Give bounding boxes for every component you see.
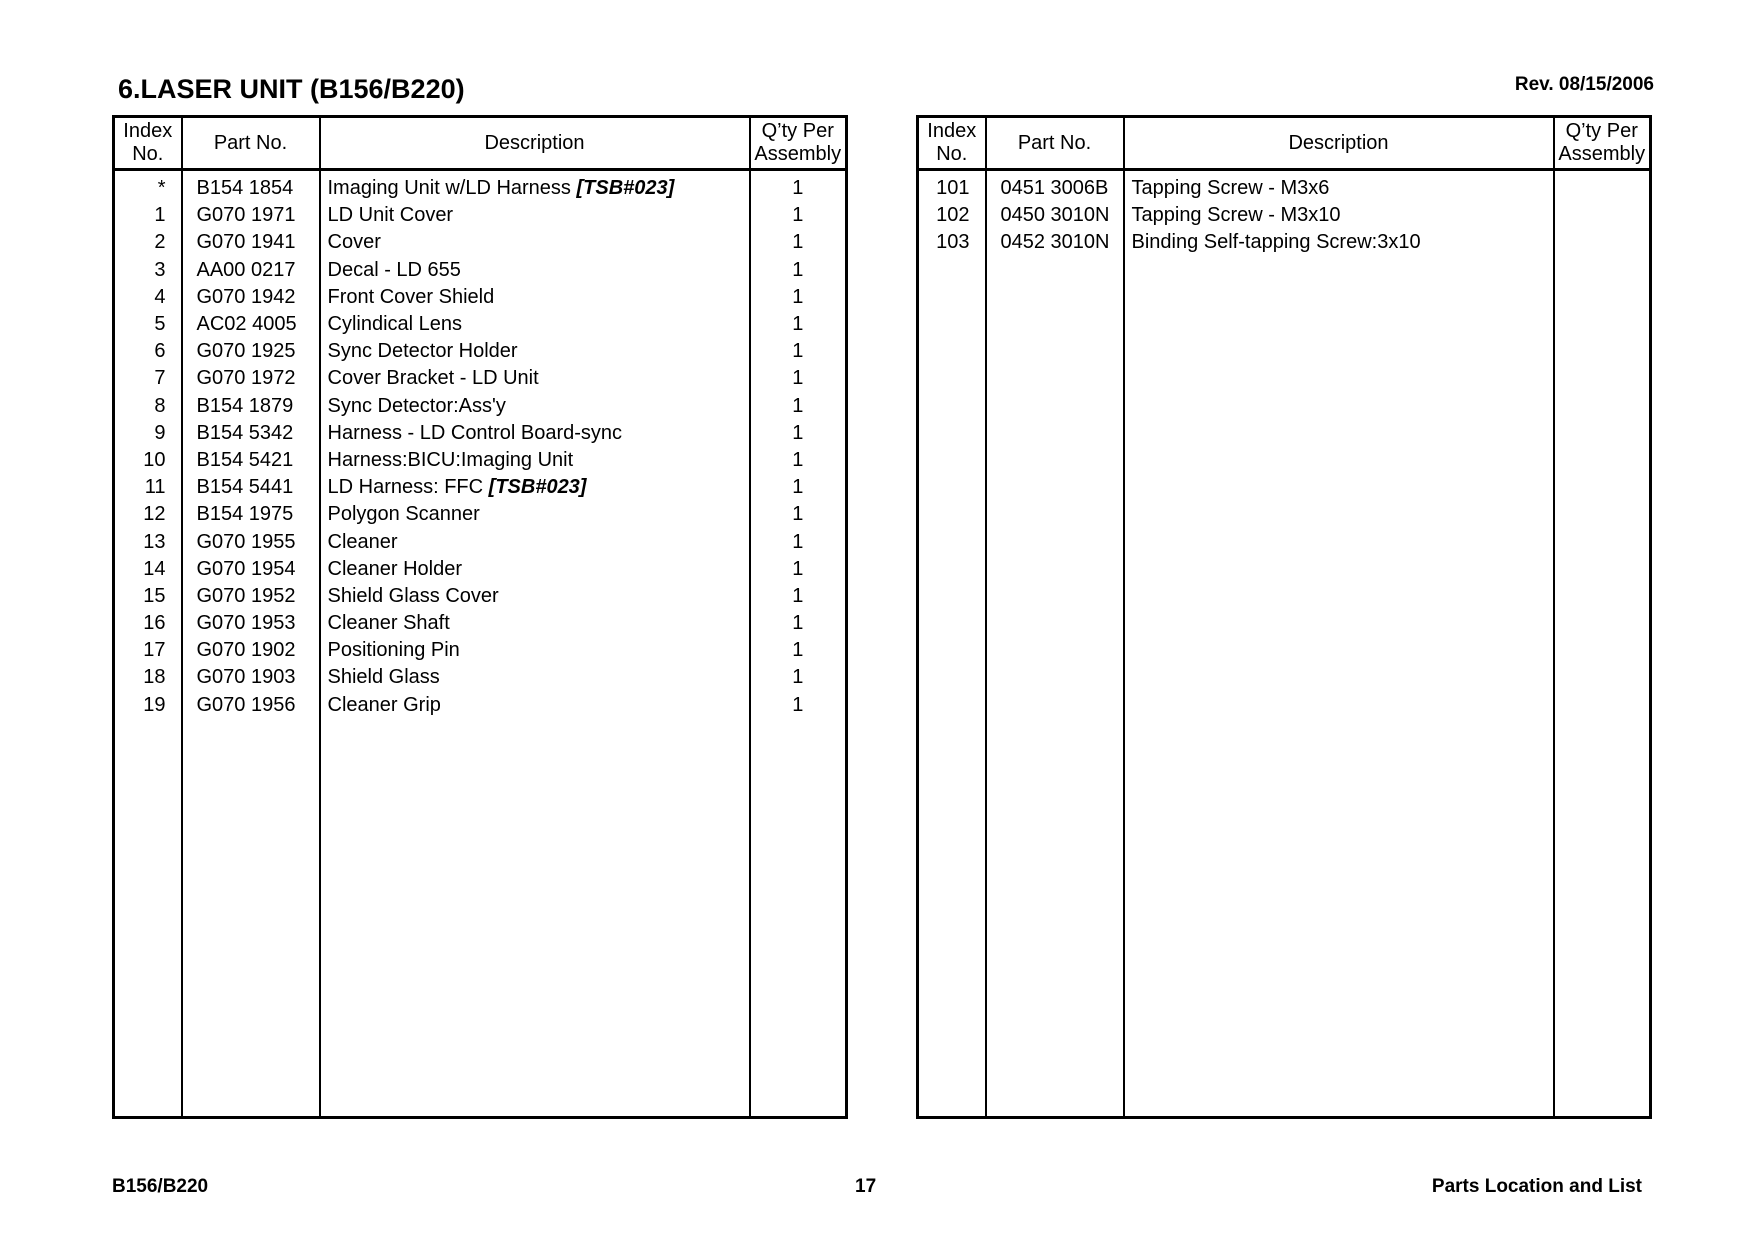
cell-index: 19 (114, 692, 182, 719)
cell-description: Tapping Screw - M3x6 (1124, 170, 1554, 203)
cell-index: * (114, 170, 182, 203)
cell-index: 8 (114, 393, 182, 420)
header-description: Description (320, 117, 750, 170)
cell-part-no: B154 5421 (182, 447, 320, 474)
cell-description: Cover (320, 229, 750, 256)
page-title: 6.LASER UNIT (B156/B220) (118, 74, 465, 104)
table-row (114, 556, 847, 583)
table-row (114, 692, 847, 719)
cell-description: Tapping Screw - M3x10 (1124, 202, 1554, 229)
cell-part-no: G070 1942 (182, 284, 320, 311)
cell-part-no: G070 1956 (182, 692, 320, 719)
header-qty: Q’ty Per Assembly (1554, 117, 1651, 170)
cell-qty: 1 (750, 583, 847, 610)
table-row (114, 610, 847, 637)
cell-description: Imaging Unit w/LD Harness [TSB#023] (320, 170, 750, 203)
cell-description: Cleaner (320, 528, 750, 555)
cell-qty: 1 (750, 284, 847, 311)
table-row (114, 501, 847, 528)
cell-description: Cleaner Holder (320, 556, 750, 583)
table-row (114, 528, 847, 555)
header-description: Description (1124, 117, 1554, 170)
table-filler (114, 719, 847, 1117)
table-row (114, 338, 847, 365)
cell-qty: 1 (750, 501, 847, 528)
tsb-note: [TSB#023] (488, 476, 587, 499)
cell-part-no: B154 1975 (182, 501, 320, 528)
cell-index: 16 (114, 610, 182, 637)
cell-index: 12 (114, 501, 182, 528)
table-row (114, 365, 847, 392)
cell-description: LD Unit Cover (320, 202, 750, 229)
cell-part-no: G070 1902 (182, 637, 320, 664)
tsb-note: [TSB#023] (576, 177, 675, 200)
table-row (114, 284, 847, 311)
cell-description: Decal - LD 655 (320, 257, 750, 284)
cell-part-no: G070 1941 (182, 229, 320, 256)
footer-model: B156/B220 (112, 1176, 209, 1197)
cell-part-no: G070 1903 (182, 664, 320, 691)
cell-qty: 1 (750, 420, 847, 447)
cell-part-no: AA00 0217 (182, 257, 320, 284)
cell-description: Harness:BICU:Imaging Unit (320, 447, 750, 474)
cell-qty: 1 (750, 311, 847, 338)
cell-qty: 1 (750, 202, 847, 229)
cell-qty: 1 (750, 664, 847, 691)
cell-qty: 1 (750, 229, 847, 256)
cell-description: LD Harness: FFC [TSB#023] (320, 474, 750, 501)
header-qty: Q’ty Per Assembly (750, 117, 847, 170)
table-row (114, 583, 847, 610)
cell-qty: 1 (750, 447, 847, 474)
cell-part-no: B154 5342 (182, 420, 320, 447)
table-filler (918, 257, 1651, 1117)
cell-description: Cover Bracket - LD Unit (320, 365, 750, 392)
cell-description: Positioning Pin (320, 637, 750, 664)
cell-part-no: B154 1879 (182, 393, 320, 420)
cell-description: Sync Detector:Ass'y (320, 393, 750, 420)
header-part-no: Part No. (986, 117, 1124, 170)
cell-index: 102 (918, 202, 986, 229)
cell-part-no: G070 1955 (182, 528, 320, 555)
cell-description: Harness - LD Control Board-sync (320, 420, 750, 447)
cell-description: Shield Glass Cover (320, 583, 750, 610)
cell-index: 15 (114, 583, 182, 610)
cell-description: Binding Self-tapping Screw:3x10 (1124, 229, 1554, 256)
cell-qty: 1 (750, 528, 847, 555)
footer-section: Parts Location and List (1431, 1176, 1642, 1197)
cell-part-no: AC02 4005 (182, 311, 320, 338)
table-row (114, 170, 847, 203)
table-row (114, 664, 847, 691)
cell-index: 9 (114, 420, 182, 447)
cell-part-no: G070 1952 (182, 583, 320, 610)
cell-index: 10 (114, 447, 182, 474)
cell-qty (1554, 170, 1651, 203)
cell-index: 14 (114, 556, 182, 583)
cell-part-no: B154 1854 (182, 170, 320, 203)
cell-qty: 1 (750, 257, 847, 284)
table-row (114, 202, 847, 229)
table-row (918, 202, 1651, 229)
cell-description: Shield Glass (320, 664, 750, 691)
cell-qty: 1 (750, 338, 847, 365)
table-row (114, 447, 847, 474)
header-part-no: Part No. (182, 117, 320, 170)
cell-part-no: B154 5441 (182, 474, 320, 501)
cell-index: 7 (114, 365, 182, 392)
cell-qty: 1 (750, 365, 847, 392)
cell-index: 3 (114, 257, 182, 284)
cell-index: 5 (114, 311, 182, 338)
cell-description: Cylindical Lens (320, 311, 750, 338)
cell-qty: 1 (750, 692, 847, 719)
cell-index: 11 (114, 474, 182, 501)
table-row (114, 229, 847, 256)
cell-description: Cleaner Shaft (320, 610, 750, 637)
cell-index: 17 (114, 637, 182, 664)
cell-index: 103 (918, 229, 986, 256)
header-index: Index No. (918, 117, 986, 170)
cell-index: 18 (114, 664, 182, 691)
cell-part-no: G070 1971 (182, 202, 320, 229)
cell-qty (1554, 202, 1651, 229)
table-row (114, 311, 847, 338)
revision-date: Rev. 08/15/2006 (1514, 74, 1654, 95)
cell-part-no: G070 1972 (182, 365, 320, 392)
cell-qty: 1 (750, 170, 847, 203)
cell-index: 13 (114, 528, 182, 555)
cell-index: 2 (114, 229, 182, 256)
cell-index: 1 (114, 202, 182, 229)
cell-part-no: 0451 3006B (986, 170, 1124, 203)
table-row (918, 229, 1651, 256)
cell-qty: 1 (750, 474, 847, 501)
cell-qty: 1 (750, 610, 847, 637)
cell-qty (1554, 229, 1651, 256)
cell-part-no: G070 1954 (182, 556, 320, 583)
table-row (114, 257, 847, 284)
table-row (114, 420, 847, 447)
cell-description: Sync Detector Holder (320, 338, 750, 365)
cell-qty: 1 (750, 637, 847, 664)
table-row (114, 474, 847, 501)
cell-qty: 1 (750, 556, 847, 583)
table-row (114, 393, 847, 420)
cell-part-no: G070 1953 (182, 610, 320, 637)
cell-description: Polygon Scanner (320, 501, 750, 528)
cell-qty: 1 (750, 393, 847, 420)
parts-table-right (916, 115, 1652, 1119)
header-index: Index No. (114, 117, 182, 170)
table-row (918, 170, 1651, 203)
footer-page-number: 17 (855, 1176, 877, 1197)
parts-table-left (112, 115, 848, 1119)
cell-index: 101 (918, 170, 986, 203)
cell-part-no: G070 1925 (182, 338, 320, 365)
cell-description: Cleaner Grip (320, 692, 750, 719)
cell-part-no: 0450 3010N (986, 202, 1124, 229)
cell-description: Front Cover Shield (320, 284, 750, 311)
cell-index: 4 (114, 284, 182, 311)
cell-part-no: 0452 3010N (986, 229, 1124, 256)
table-row (114, 637, 847, 664)
cell-index: 6 (114, 338, 182, 365)
